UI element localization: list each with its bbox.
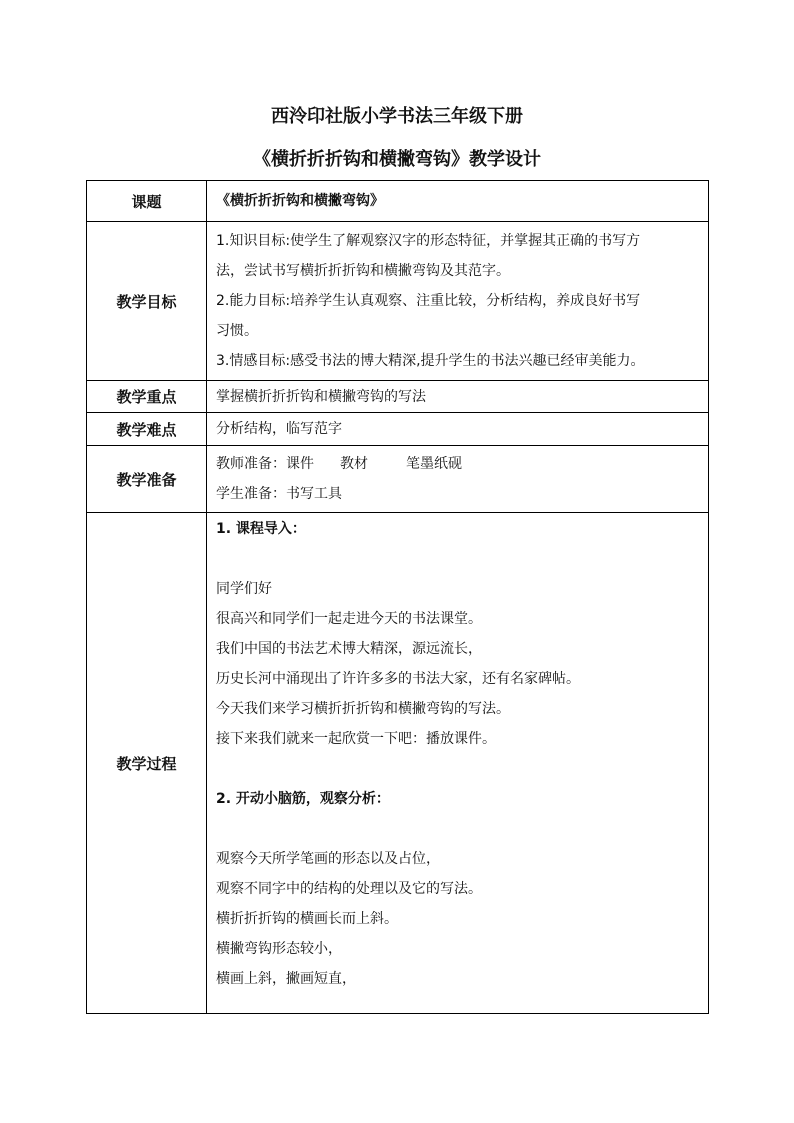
process-line: 横画上斜，撇画短直，: [216, 971, 356, 987]
section-heading: 2. 开动小脑筋，观察分析：: [216, 791, 390, 807]
key-points-row: [87, 381, 709, 413]
preparation-label: 教学准备: [87, 446, 207, 513]
teacher-prep-item: 教师准备：课件: [216, 456, 314, 472]
lesson-plan-table: [86, 180, 709, 1014]
process-line: 观察今天所学笔画的形态以及占位，: [216, 851, 440, 867]
process-line: 接下来我们就来一起欣赏一下吧：播放课件。: [216, 731, 496, 747]
process-line: 很高兴和同学们一起走进今天的书法课堂。: [216, 611, 482, 627]
student-preparation: 学生准备：书写工具: [216, 486, 342, 502]
difficulties-text: 分析结构，临写范字: [216, 421, 342, 437]
process-row: [87, 513, 709, 1014]
section-heading: 1. 课程导入：: [216, 521, 306, 537]
key-points-value: [207, 381, 709, 413]
preparation-value: [207, 446, 709, 513]
objectives-row: [87, 222, 709, 381]
objective-line: 2.能力目标:培养学生认真观察、注重比较，分析结构，养成良好书写: [216, 293, 641, 309]
teacher-prep-item: 笔墨纸砚: [406, 456, 462, 472]
key-points-label: 教学重点: [87, 381, 207, 413]
topic-value: [207, 181, 709, 222]
process-line: 今天我们来学习横折折折钩和横撇弯钩的写法。: [216, 701, 510, 717]
objectives-label: 教学目标: [87, 222, 207, 381]
topic-label: 课题: [87, 181, 207, 222]
objective-line: 法，尝试书写横折折折钩和横撇弯钩及其范字。: [216, 263, 510, 279]
process-line: 历史长河中涌现出了许许多多的书法大家，还有名家碑帖。: [216, 671, 580, 687]
objective-line: 1.知识目标:使学生了解观察汉字的形态特征，并掌握其正确的书写方: [216, 233, 641, 249]
objectives-value: [207, 222, 709, 381]
difficulties-row: [87, 413, 709, 446]
process-line: 横撇弯钩形态较小，: [216, 941, 342, 957]
process-line: 同学们好: [216, 581, 272, 597]
process-line: 观察不同字中的结构的处理以及它的写法。: [216, 881, 482, 897]
topic-row: [87, 181, 709, 222]
difficulties-label: 教学难点: [87, 413, 207, 446]
teacher-preparation: [216, 449, 702, 479]
difficulties-value: [207, 413, 709, 446]
objective-line: 习惯。: [216, 323, 258, 339]
objective-line: 3.情感目标:感受书法的博大精深,提升学生的书法兴趣已经审美能力。: [216, 353, 645, 369]
document-title: 西泠印社版小学书法三年级下册: [271, 106, 523, 127]
key-points-text: 掌握横折折折钩和横撇弯钩的写法: [216, 388, 426, 405]
preparation-row: [87, 446, 709, 513]
process-value: [207, 513, 709, 1014]
teacher-prep-item: 教材: [340, 456, 368, 472]
process-line: 横折折折钩的横画长而上斜。: [216, 911, 398, 927]
process-label: 教学过程: [87, 513, 207, 1014]
process-line: 我们中国的书法艺术博大精深，源远流长，: [216, 641, 482, 657]
topic-text: 《横折折折钩和横撇弯钩》: [216, 193, 384, 209]
document-subtitle: 《横折折折钩和横撇弯钩》教学设计: [253, 149, 541, 170]
